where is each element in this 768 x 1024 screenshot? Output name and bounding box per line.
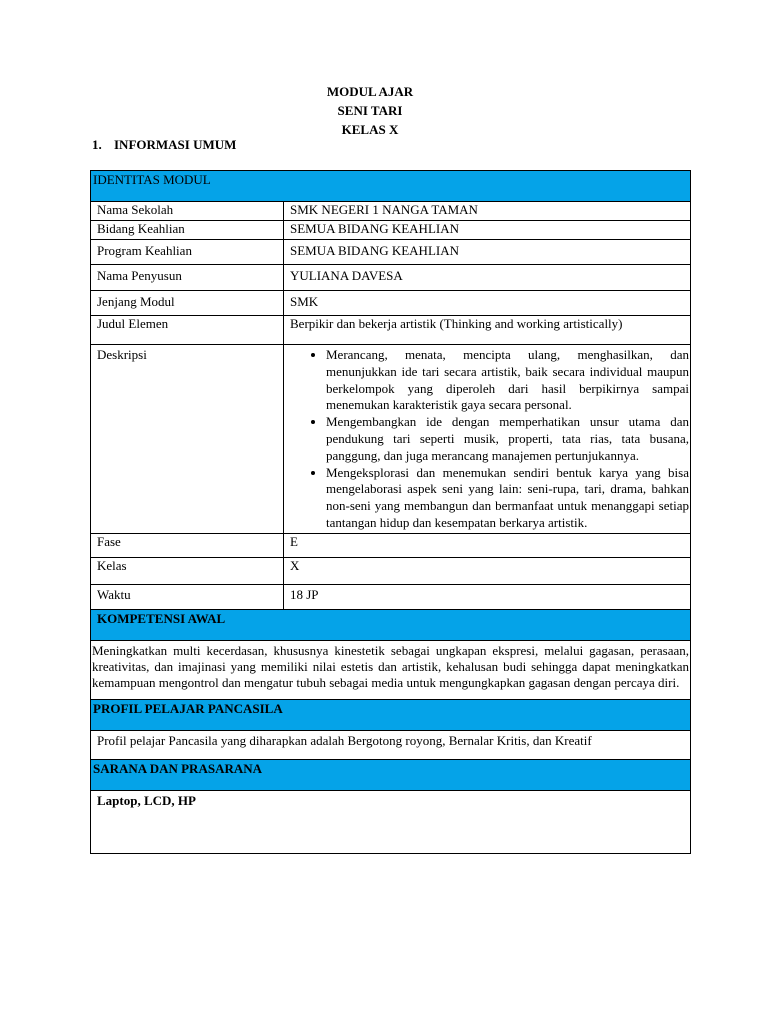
row-label: Program Keahlian [91, 240, 284, 265]
deskripsi-list [290, 347, 689, 532]
row-value: X [284, 557, 691, 584]
row-value: SEMUA BIDANG KEAHLIAN [284, 240, 691, 265]
list-item: • Mengeksplorasi dan menemukan sendiri bentuk karya yang bisa mengelaborasi aspek seni yang lain: seni-rupa, tari, drama, bahkan non-seni yang membangun dan bermanfaat untuk menanggapi setiap tantangan hidup dan kesempatan berkarya artistik. [326, 465, 689, 532]
profil-row [91, 730, 691, 759]
list-item: • Merancang, menata, mencipta ulang, menghasilkan, dan menunjukkan ide tari secara artistik, baik secara individual maupun berkelompok yang diperoleh dari hasil berpikirnya sampai menemukan karakteristik gaya secara personal. [326, 347, 689, 414]
row-label: Nama Sekolah [91, 202, 284, 221]
table-row [91, 265, 691, 291]
kompetensi-row [91, 640, 691, 699]
profil-header: PROFIL PELAJAR PANCASILA [91, 699, 691, 730]
section-number: 1. [92, 137, 102, 152]
identitas-header: IDENTITAS MODUL [91, 171, 691, 202]
module-info-table [90, 170, 691, 854]
table-row [91, 557, 691, 584]
row-label: Jenjang Modul [91, 291, 284, 316]
row-value: Berpikir dan bekerja artistik (Thinking and working artistically) [284, 316, 691, 345]
sarana-text: Laptop, LCD, HP [91, 790, 691, 853]
sarana-header: SARANA DAN PRASARANA [91, 759, 691, 790]
document-title [0, 82, 740, 139]
row-label: Waktu [91, 584, 284, 609]
row-value: 18 JP [284, 584, 691, 609]
table-row [91, 316, 691, 345]
row-label: Nama Penyusun [91, 265, 284, 291]
title-line-2: SENI TARI [337, 103, 403, 118]
row-value: E [284, 533, 691, 557]
kompetensi-header: KOMPETENSI AWAL [91, 609, 691, 640]
row-label: Kelas [91, 557, 284, 584]
table-row [91, 221, 691, 240]
row-label: Bidang Keahlian [91, 221, 284, 240]
row-value: SMK [284, 291, 691, 316]
deskripsi-cell [284, 345, 691, 534]
title-line-1: MODUL AJAR [326, 84, 414, 99]
row-value: YULIANA DAVESA [284, 265, 691, 291]
profil-header-row [91, 699, 691, 730]
table-row [91, 291, 691, 316]
table-row-deskripsi [91, 345, 691, 534]
list-item: • Mengembangkan ide dengan memperhatikan unsur utama dan pendukung tari seperti musik, properti, tata rias, tata busana, panggung, dan juga merancang manajemen pertunjukannya. [326, 414, 689, 464]
table-row [91, 240, 691, 265]
row-label: Judul Elemen [91, 316, 284, 345]
table-row [91, 533, 691, 557]
table-row [91, 202, 691, 221]
section-heading [92, 137, 236, 153]
profil-text: Profil pelajar Pancasila yang diharapkan adalah Bergotong royong, Bernalar Kritis, dan Kreatif [91, 730, 691, 759]
row-label: Fase [91, 533, 284, 557]
sarana-row [91, 790, 691, 853]
title-line-3: KELAS X [341, 122, 399, 137]
kompetensi-text: Meningkatkan multi kecerdasan, khususnya kinestetik sebagai ungkapan ekspresi, melalui gagasan, perasaan, kreativitas, dan imajinasi yang memiliki nilai estetis dan artistik, kehalusan budi sehingga dapat meningkatkan kemampuan mengontrol dan mengatur tubuh sebagai media untuk mengungkapkan gagasan dengan percaya diri. [91, 640, 691, 699]
section-title: INFORMASI UMUM [114, 137, 237, 152]
sarana-header-row [91, 759, 691, 790]
row-value: SMK NEGERI 1 NANGA TAMAN [284, 202, 691, 221]
row-value: SEMUA BIDANG KEAHLIAN [284, 221, 691, 240]
kompetensi-header-row [91, 609, 691, 640]
table-row [91, 584, 691, 609]
row-label: Deskripsi [91, 345, 284, 534]
